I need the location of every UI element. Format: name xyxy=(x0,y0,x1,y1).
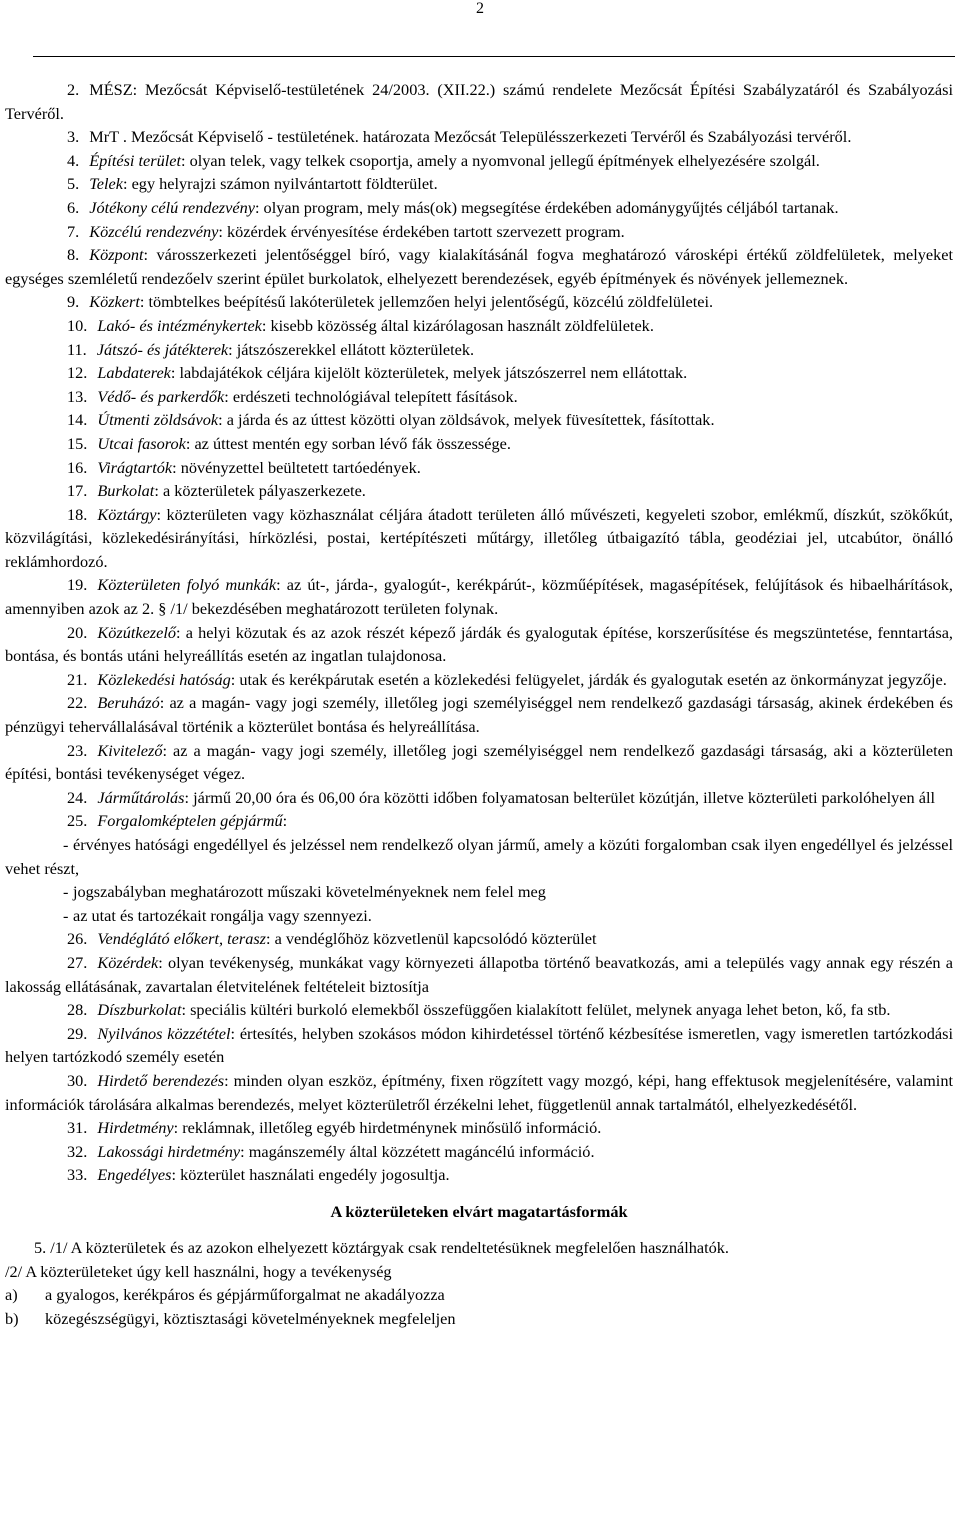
definition-text: : közterületen vagy közhasználat céljára átadott területen álló művészeti, kegyeleti szobor, emlékmű, díszkút, szökőkút, közvilágítási, közlekedésirányítási, hírközlési, postai, kertépítészeti műtárgy, illetőleg útbaigazító tábla, geodéziai jel, utcabútor, önálló reklámhordozó. xyxy=(5,504,953,571)
list-text: közegészségügyi, köztisztasági követelményeknek megfeleljen xyxy=(45,1308,456,1328)
item-number: 22. xyxy=(67,693,88,713)
definition-item xyxy=(5,1022,953,1069)
definition-item xyxy=(5,951,953,998)
defined-term: Jótékony célú rendezvény xyxy=(89,197,255,217)
definition-item xyxy=(5,196,953,220)
definition-item xyxy=(5,503,953,574)
item-number: 4. xyxy=(67,150,80,170)
definition-item xyxy=(5,1140,953,1164)
definition-text: : a közterületek pályaszerkezete. xyxy=(154,481,366,501)
dash-list xyxy=(5,833,953,927)
definition-text: : városszerkezeti jelentőséggel bíró, vagy kialakításánál fogva meghatározó városképi értékű zöldfelületek, melyeket egységes szemléletű rendezőelv szerint épület burkolatok, elhelyezett berendezések, egyéb építmények és növények jellemeznek. xyxy=(5,245,953,288)
list-marker: - xyxy=(63,882,69,902)
definition-item xyxy=(5,172,953,196)
list-marker: b) xyxy=(5,1308,19,1328)
item-number: 29. xyxy=(67,1023,88,1043)
definition-text: : labdajátékok céljára kijelölt közterületek, melyek játszószerrel nem ellátottak. xyxy=(170,363,688,383)
defined-term: Engedélyes xyxy=(97,1165,172,1185)
item-number: 26. xyxy=(67,929,88,949)
item-number: 16. xyxy=(67,457,88,477)
defined-term: Útmenti zöldsávok xyxy=(97,410,219,430)
defined-term: Hirdetmény xyxy=(97,1118,174,1138)
definition-text: : az a magán- vagy jogi személy, illetőleg jogi személyiséggel nem rendelkező gazdasági társaság, aki a közterületen építési, bontási tevékenységet végez. xyxy=(5,740,953,784)
defined-term: Közútkezelő xyxy=(97,622,177,642)
definition-text: : egy helyrajzi számon nyilvántartott földterület. xyxy=(122,174,438,194)
item-number: 32. xyxy=(67,1141,88,1161)
item-number: 2. xyxy=(67,80,80,99)
defined-term: Központ xyxy=(89,245,144,265)
definition-text: : reklámnak, illetőleg egyéb hirdetménynek minősülő információ. xyxy=(173,1118,602,1138)
document-body xyxy=(5,78,953,1330)
definition-text: : xyxy=(282,811,288,831)
definition-text: : növényzettel beültetett tartóedények. xyxy=(172,457,421,477)
definition-text: : közterület használati engedély jogosultja. xyxy=(171,1165,450,1185)
definition-item xyxy=(5,125,953,149)
definition-item xyxy=(5,1163,953,1187)
item-number: 3. xyxy=(67,127,80,147)
definition-list xyxy=(5,78,953,833)
defined-term: Védő- és parkerdők xyxy=(97,386,225,406)
item-number: 30. xyxy=(67,1070,88,1090)
letter-item xyxy=(5,1283,953,1307)
definition-text: : magánszemély által közzétett magáncélú információ. xyxy=(240,1141,595,1161)
item-number: 25. xyxy=(67,811,88,831)
paragraph-5-2: /2/ A közterületeket úgy kell használni, hogy a tevékenység xyxy=(5,1261,392,1281)
definition-text: : jármű 20,00 óra és 06,00 óra közötti időben folyamatosan belterület közútján, illetve közterületi parkolóhelyen áll xyxy=(184,787,936,807)
list-marker: - xyxy=(63,835,69,854)
definition-item xyxy=(5,338,953,362)
item-number: 31. xyxy=(67,1118,88,1138)
definition-text: : az a magán- vagy jogi személy, illetőleg jogi személyiséggel nem rendelkező gazdasági társaság, akinek érdekében és pénzügyi tehervállalásával történik a közterület bontása és helyreállítása. xyxy=(5,693,953,737)
list-marker: - xyxy=(63,905,69,925)
defined-term: Nyilvános közzététel xyxy=(97,1023,231,1043)
list-text: az utat és tartozékait rongálja vagy szennyezi. xyxy=(73,905,372,925)
definition-item xyxy=(5,408,953,432)
definition-item xyxy=(5,786,953,810)
defined-term: Közterületen folyó munkák xyxy=(97,575,277,595)
defined-term: Telek xyxy=(89,174,123,194)
header-rule xyxy=(33,56,955,57)
list-marker: a) xyxy=(5,1285,18,1305)
defined-term: Lakó- és intézménykertek xyxy=(97,315,262,335)
definition-item xyxy=(5,668,953,692)
page-number: 2 xyxy=(476,0,484,17)
definition-item xyxy=(5,456,953,480)
definition-text: : kisebb közösség által kizárólagosan használt zöldfelületek. xyxy=(261,315,654,335)
item-number: 9. xyxy=(67,292,80,312)
item-number: 6. xyxy=(67,197,80,217)
item-number: 24. xyxy=(67,787,88,807)
definition-item xyxy=(5,361,953,385)
defined-term: Lakossági hirdetmény xyxy=(97,1141,241,1161)
defined-term: Játszó- és játékterek xyxy=(96,339,229,359)
item-number: 27. xyxy=(67,952,88,972)
defined-term: Vendéglátó előkert, terasz xyxy=(97,929,267,949)
definition-text: : az út-, járda-, gyalogút-, kerékpárút-, közműépítések, magasépítések, felújítások és hibaelhárítások, amennyiben azok az 2. § /1/ bekezdésében meghatározott területen folynak. xyxy=(5,575,953,619)
definition-text: : a vendéglőhöz közvetlenül kapcsolódó közterület xyxy=(266,929,597,949)
definition-item xyxy=(5,479,953,503)
item-number: 21. xyxy=(67,669,88,689)
definition-item xyxy=(5,220,953,244)
letter-item xyxy=(5,1307,953,1331)
defined-term: Burkolat xyxy=(97,481,155,501)
defined-term: Utcai fasorok xyxy=(97,433,186,453)
definition-text: : az úttest mentén egy sorban lévő fák összessége. xyxy=(185,433,511,453)
definition-item xyxy=(5,290,953,314)
definition-text: : tömbtelkes beépítésű lakóterületek jellemzően helyi jelentőségű, közcélú zöldfelületei. xyxy=(139,292,714,312)
defined-term: Hirdető berendezés xyxy=(97,1070,225,1090)
dash-item xyxy=(5,880,953,904)
definition-item xyxy=(5,243,953,290)
item-number: 11. xyxy=(67,339,87,359)
letter-list xyxy=(5,1283,953,1330)
definition-item xyxy=(5,149,953,173)
definition-item xyxy=(5,691,953,738)
list-text: jogszabályban meghatározott műszaki követelményeknek nem felel meg xyxy=(73,882,546,902)
definition-item xyxy=(5,927,953,951)
definition-item xyxy=(5,78,953,125)
definition-item xyxy=(5,432,953,456)
item-number: 15. xyxy=(67,433,88,453)
item-number: 13. xyxy=(67,386,88,406)
defined-term: Díszburkolat xyxy=(97,1000,182,1020)
dash-item xyxy=(5,833,953,880)
definition-text: MrT . Mezőcsát Képviselő - testületének. határozata Mezőcsát Településszerkezeti Tervéről és Szabályozási tervéről. xyxy=(89,127,852,147)
defined-term: Labdaterek xyxy=(97,363,171,383)
item-number: 33. xyxy=(67,1165,88,1185)
item-number: 17. xyxy=(67,481,88,501)
definition-text: : a helyi közutak és az azok részét képező járdák és gyalogutak építése, korszerűsítése és megszüntetése, fenntartása, bontása, és bontás utáni helyreállítás esetén az ingatlan tulajdonosa. xyxy=(5,622,953,666)
definition-text: MÉSZ: Mezőcsát Képviselő-testületének 24/2003. (XII.22.) számú rendelete Mezőcsát Építési Szabályzatáról és Szabályozási Tervéről. xyxy=(5,80,953,123)
definition-item xyxy=(5,809,953,833)
definition-text: : minden olyan eszköz, építmény, fixen rögzített vagy mozgó, képi, hang effektusok megjelenítésére, valamint információk tárolására alkalmas berendezés, melyet közterületről érzékelni lehet, függetlenül annak tartalmától, elhelyezkedésétől. xyxy=(5,1070,953,1114)
item-number: 20. xyxy=(67,622,88,642)
list-text: érvényes hatósági engedéllyel és jelzéssel nem rendelkező olyan jármű, amely a közúti forgalomban csak ilyen engedéllyel és jelzéssel vehet részt, xyxy=(5,835,953,878)
defined-term: Építési terület xyxy=(89,150,182,170)
definition-text: : utak és kerékpárutak esetén a közlekedési felügyelet, járdák és gyalogutak esetén az önkormányzat jegyzője. xyxy=(230,669,947,689)
defined-term: Közkert xyxy=(89,292,140,312)
defined-term: Beruházó xyxy=(97,693,160,713)
item-number: 12. xyxy=(67,363,88,383)
defined-term: Forgalomképtelen gépjármű xyxy=(97,811,283,831)
definition-text: : a járda és az úttest közötti olyan zöldsávok, melyek füvesítettek, fásítottak. xyxy=(218,410,715,430)
defined-term: Közcélú rendezvény xyxy=(89,221,219,241)
item-number: 5. xyxy=(67,174,80,194)
item-number: 8. xyxy=(67,245,80,265)
definition-item xyxy=(5,621,953,668)
paragraph-5-1: 5. /1/ A közterületek és az azokon elhelyezett köztárgyak csak rendeltetésüknek megfelelően használhatók. xyxy=(34,1237,729,1257)
defined-term: Kivitelező xyxy=(97,740,163,760)
item-number: 10. xyxy=(67,315,88,335)
definition-text: : olyan program, mely más(ok) megsegítése érdekében adománygyűjtés céljából tartanak. xyxy=(254,197,839,217)
defined-term: Közlekedési hatóság xyxy=(97,669,231,689)
definition-item xyxy=(5,573,953,620)
definition-text: : olyan telek, vagy telkek csoportja, amely a nyomvonal jellegű építmények elhelyezésére szolgál. xyxy=(181,150,820,170)
definition-item xyxy=(5,1069,953,1116)
definition-item xyxy=(5,998,953,1022)
definition-text: : játszószerekkel ellátott közterületek. xyxy=(228,339,475,359)
defined-term: Közérdek xyxy=(97,952,159,972)
list-text: a gyalogos, kerékpáros és gépjárműforgalmat ne akadályozza xyxy=(45,1285,445,1305)
dash-item xyxy=(5,904,953,928)
definition-text: : értesítés, helyben szokásos módon kihirdetéssel történő kézbesítése ismeretlen, vagy ismeretlen tartózkodási helyen tartózkodó személy esetén xyxy=(5,1023,953,1067)
definition-text: : erdészeti technológiával telepített fásítások. xyxy=(224,386,518,406)
defined-term: Járműtárolás xyxy=(97,787,185,807)
item-number: 28. xyxy=(67,1000,88,1020)
defined-term: Virágtartók xyxy=(97,457,173,477)
item-number: 7. xyxy=(67,221,80,241)
item-number: 19. xyxy=(67,575,88,595)
definition-item xyxy=(5,385,953,409)
definition-item xyxy=(5,314,953,338)
item-number: 23. xyxy=(67,740,88,760)
item-number: 18. xyxy=(67,504,88,524)
definition-item xyxy=(5,739,953,786)
definition-text: : közérdek érvényesítése érdekében tartott szervezett program. xyxy=(218,221,625,241)
definition-text: : olyan tevékenység, munkákat vagy környezeti állapotba történő beavatkozás, ami a település vagy annak egy részén a lakosság ellátásának, zavartalan életvitelének feltételeit biztosítja xyxy=(5,952,953,996)
item-number: 14. xyxy=(67,410,88,430)
section-heading: A közterületeken elvárt magatartásformák xyxy=(330,1201,628,1221)
definition-text: : speciális kültéri burkoló elemekből összefüggően kialakított felület, melynek anyaga lehet beton, kő, fa stb. xyxy=(181,1000,891,1020)
definition-item xyxy=(5,1116,953,1140)
defined-term: Köztárgy xyxy=(97,504,157,524)
definition-list-continued xyxy=(5,927,953,1187)
